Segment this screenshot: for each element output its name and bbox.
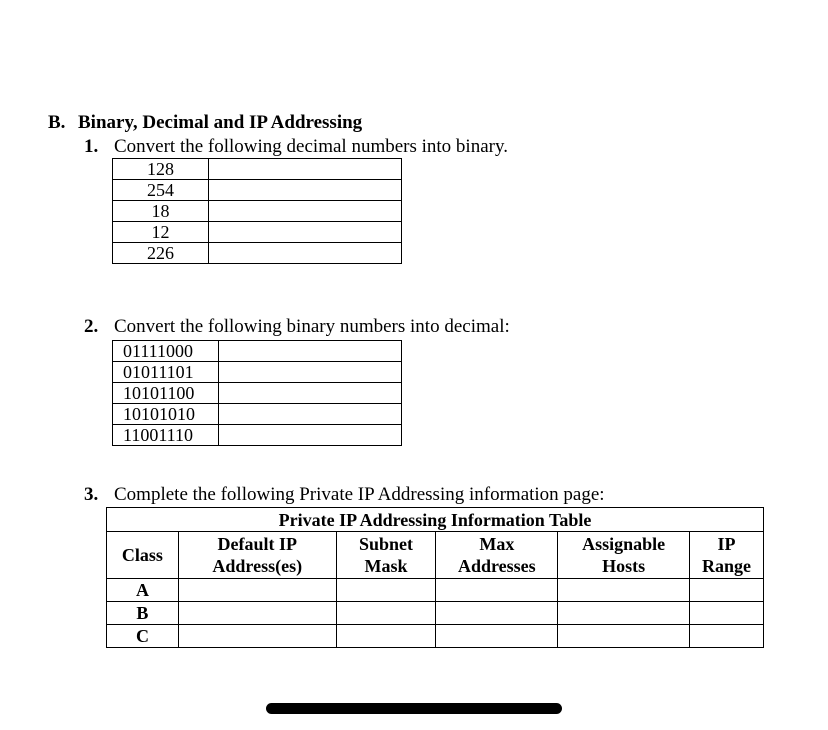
header-line: Hosts <box>602 556 646 576</box>
table-row <box>113 201 402 222</box>
header-line: IP <box>717 534 736 554</box>
binary-value: 01011101 <box>113 362 219 383</box>
answer-cell[interactable] <box>336 625 436 648</box>
binary-to-decimal-table <box>112 340 402 446</box>
question-2 <box>84 316 510 338</box>
decimal-value: 226 <box>113 243 209 264</box>
table-row <box>113 159 402 180</box>
table-row <box>107 625 764 648</box>
binary-answer-cell[interactable] <box>209 201 402 222</box>
table-row <box>113 341 402 362</box>
header-line: Class <box>121 545 163 565</box>
decimal-value: 128 <box>113 159 209 180</box>
table-row <box>113 243 402 264</box>
decimal-value: 12 <box>113 222 209 243</box>
table-header-row <box>107 532 764 579</box>
answer-cell[interactable] <box>178 579 336 602</box>
header-line: Max <box>479 534 515 554</box>
table-row <box>107 602 764 625</box>
table-row <box>107 579 764 602</box>
table-caption: Private IP Addressing Information Table <box>107 508 764 532</box>
answer-cell[interactable] <box>690 602 764 625</box>
home-indicator[interactable] <box>266 703 562 714</box>
header-line: Range <box>702 556 752 576</box>
column-header-max-addresses <box>436 532 558 579</box>
decimal-answer-cell[interactable] <box>219 341 402 362</box>
header-line: Assignable <box>582 534 666 554</box>
answer-cell[interactable] <box>336 579 436 602</box>
decimal-value: 254 <box>113 180 209 201</box>
column-header-subnet-mask <box>336 532 436 579</box>
answer-cell[interactable] <box>690 625 764 648</box>
answer-cell[interactable] <box>436 625 558 648</box>
column-header-class <box>107 532 179 579</box>
header-line: Default IP <box>217 534 297 554</box>
decimal-to-binary-table <box>112 158 402 264</box>
answer-cell[interactable] <box>558 625 690 648</box>
decimal-value: 18 <box>113 201 209 222</box>
answer-cell[interactable] <box>558 602 690 625</box>
question-3-text: Complete the following Private IP Addressing information page: <box>114 484 605 505</box>
header-line: Mask <box>364 556 408 576</box>
binary-answer-cell[interactable] <box>209 243 402 264</box>
section-letter: B. <box>48 112 66 133</box>
decimal-answer-cell[interactable] <box>219 425 402 446</box>
table-row <box>113 362 402 383</box>
binary-answer-cell[interactable] <box>209 159 402 180</box>
binary-value: 10101010 <box>113 404 219 425</box>
header-line: Subnet <box>359 534 414 554</box>
class-label: A <box>107 579 179 602</box>
class-label: C <box>107 625 179 648</box>
answer-cell[interactable] <box>436 579 558 602</box>
answer-cell[interactable] <box>690 579 764 602</box>
question-3 <box>84 484 605 506</box>
table-row <box>113 404 402 425</box>
question-2-number: 2. <box>84 316 99 337</box>
section-heading <box>48 112 362 134</box>
binary-answer-cell[interactable] <box>209 180 402 201</box>
column-header-ip-range <box>690 532 764 579</box>
table-caption-row <box>107 508 764 532</box>
header-line: Addresses <box>457 556 536 576</box>
binary-value: 11001110 <box>113 425 219 446</box>
question-1-text: Convert the following decimal numbers into binary. <box>114 136 508 157</box>
answer-cell[interactable] <box>178 625 336 648</box>
binary-value: 10101100 <box>113 383 219 404</box>
decimal-answer-cell[interactable] <box>219 383 402 404</box>
header-line: Address(es) <box>212 556 303 576</box>
answer-cell[interactable] <box>436 602 558 625</box>
decimal-answer-cell[interactable] <box>219 404 402 425</box>
decimal-answer-cell[interactable] <box>219 362 402 383</box>
table-row <box>113 180 402 201</box>
question-2-text: Convert the following binary numbers into decimal: <box>114 316 510 337</box>
binary-value: 01111000 <box>113 341 219 362</box>
private-ip-table <box>106 507 764 648</box>
class-label: B <box>107 602 179 625</box>
column-header-assignable-hosts <box>558 532 690 579</box>
table-row <box>113 425 402 446</box>
answer-cell[interactable] <box>178 602 336 625</box>
section-title: Binary, Decimal and IP Addressing <box>78 112 363 133</box>
table-row <box>113 222 402 243</box>
answer-cell[interactable] <box>336 602 436 625</box>
question-1 <box>84 136 508 158</box>
answer-cell[interactable] <box>558 579 690 602</box>
table-row <box>113 383 402 404</box>
question-3-number: 3. <box>84 484 99 505</box>
question-1-number: 1. <box>84 136 99 157</box>
column-header-default-ip <box>178 532 336 579</box>
binary-answer-cell[interactable] <box>209 222 402 243</box>
